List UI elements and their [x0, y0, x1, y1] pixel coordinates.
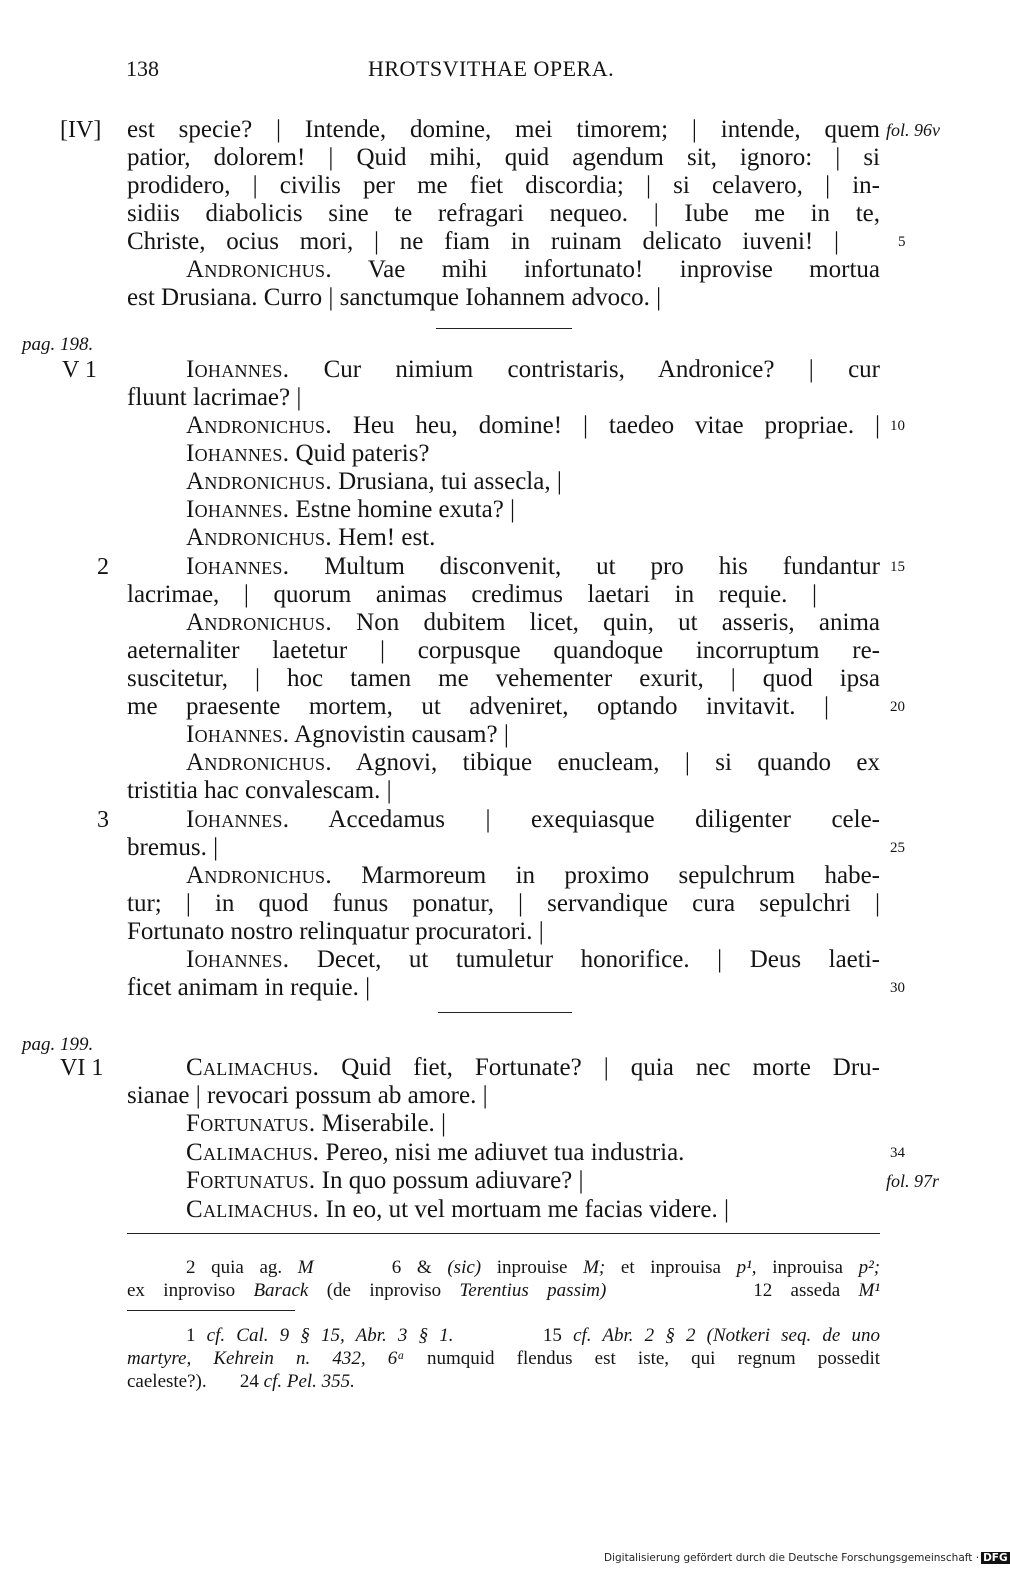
dfg-logo: DFG	[983, 1552, 1008, 1564]
speaker-name: Fortunatus.	[186, 1110, 316, 1137]
speaker-name: Calimachus.	[186, 1054, 320, 1081]
section-marker-v2: 2	[97, 554, 109, 580]
note-line: caeleste?). 24 cf. Pel. 355.	[127, 1371, 355, 1392]
line-number: 10	[890, 418, 905, 434]
speaker-name: Andronichus.	[186, 862, 332, 889]
text-line: Fortunato nostro relinquatur procuratori. |	[127, 918, 544, 945]
speaker-name: Iohannes.	[186, 356, 290, 383]
speaker-name: Iohannes.	[186, 553, 290, 580]
line-number: 20	[890, 699, 905, 715]
text-line: Iohannes. Agnovistin causam? |	[186, 721, 509, 748]
text-line: Andronichus. Heu heu, domine! | taedeo vitae propriae. |	[186, 412, 881, 439]
section-marker-iv: [IV]	[60, 117, 102, 143]
speaker-name: Andronichus.	[186, 412, 332, 439]
line-number: 5	[898, 234, 906, 250]
note-line: martyre, Kehrein n. 432, 6ᵃ numquid flendus est iste, qui regnum possedit	[127, 1348, 881, 1369]
text-line: Andronichus. Marmoreum in proximo sepulchrum habe-	[186, 862, 880, 889]
text-line: Calimachus. Pereo, nisi me adiuvet tua industria.	[186, 1139, 685, 1166]
running-head	[126, 56, 880, 86]
scene-divider	[436, 328, 572, 329]
text-line: Andronichus. Vae mihi infortunato! inprovise mortua	[186, 256, 880, 283]
speaker-name: Iohannes.	[186, 440, 290, 467]
text-line: Iohannes. Accedamus | exequiasque diligenter cele-	[186, 806, 880, 833]
text-line: me praesente mortem, ut adveniret, optando invitavit. |	[127, 693, 829, 720]
speaker-name: Calimachus.	[186, 1139, 320, 1166]
text-line: Iohannes. Quid pateris?	[186, 440, 430, 467]
text-line: ficet animam in requie. |	[127, 974, 371, 1001]
speaker-name: Iohannes.	[186, 946, 290, 973]
text-line: Christe, ocius mori, | ne fiam in ruinam delicato iuveni! |	[127, 228, 839, 255]
text-line: suscitetur, | hoc tamen me vehementer exurit, | quod ipsa	[127, 665, 880, 692]
text-line: Fortunatus. In quo possum adiuvare? |	[186, 1167, 584, 1194]
text-line: Andronichus. Non dubitem licet, quin, ut asseris, anima	[186, 609, 880, 636]
text-line: sianae | revocari possum ab amore. |	[127, 1082, 488, 1109]
line-number: 30	[890, 980, 905, 996]
page-reference: pag. 198.	[22, 334, 94, 355]
line-number: 25	[890, 840, 905, 856]
text-line: bremus. |	[127, 834, 219, 861]
apparatus-rule	[127, 1233, 880, 1234]
text-line: Iohannes. Cur nimium contristaris, Andronice? | cur	[186, 356, 881, 383]
line-number: 15	[890, 559, 905, 575]
note-line: 1 cf. Cal. 9 § 15, Abr. 3 § 1. 15 cf. Abr. 2 § 2 (Notkeri seq. de uno	[186, 1325, 881, 1346]
notes-rule	[127, 1310, 295, 1311]
speaker-name: Fortunatus.	[186, 1167, 316, 1194]
text-line: Iohannes. Decet, ut tumuletur honorifice. | Deus laeti-	[186, 946, 880, 973]
text-line: aeternaliter laetetur | corpusque quandoque incorruptum re-	[127, 637, 880, 664]
text-line: Andronichus. Drusiana, tui assecla, |	[186, 468, 562, 495]
line-number: 34	[890, 1145, 905, 1161]
speaker-name: Andronichus.	[186, 468, 332, 495]
text-line: tristitia hac convalescam. |	[127, 777, 392, 804]
section-marker-vi: VI 1	[60, 1055, 104, 1081]
text-line: sidiis diabolicis sine te refragari nequeo. | Iube me in te,	[127, 200, 880, 227]
speaker-name: Calimachus.	[186, 1196, 320, 1223]
speaker-name: Iohannes.	[186, 496, 290, 523]
speaker-name: Andronichus.	[186, 749, 332, 776]
apparatus-line: 2 quia ag. M 6 & (sic) inprouise M; et inprouisa p¹, inprouisa p²;	[186, 1257, 881, 1278]
text-line: lacrimae, | quorum animas credimus laetari in requie. |	[127, 581, 817, 608]
page-reference: pag. 199.	[22, 1034, 94, 1055]
apparatus-line: ex inproviso Barack (de inproviso Terentius passim) 12 asseda M¹	[127, 1280, 881, 1301]
text-line: Andronichus. Agnovi, tibique enucleam, | si quando ex	[186, 749, 880, 776]
section-marker-v3: 3	[97, 807, 109, 833]
text-line: Calimachus. In eo, ut vel mortuam me facias videre. |	[186, 1196, 729, 1223]
text-line: patior, dolorem! | Quid mihi, quid agendum sit, ignoro: | si	[127, 144, 880, 171]
text-line: est Drusiana. Curro | sanctumque Iohannem advoco. |	[127, 284, 662, 311]
text-line: Fortunatus. Miserabile. |	[186, 1110, 447, 1137]
speaker-name: Andronichus.	[186, 256, 332, 283]
speaker-name: Andronichus.	[186, 609, 332, 636]
text-line: Calimachus. Quid fiet, Fortunate? | quia nec morte Dru-	[186, 1054, 881, 1081]
running-title: HROTSVITHAE OPERA.	[368, 56, 615, 81]
text-line: Iohannes. Estne homine exuta? |	[186, 496, 516, 523]
text-line: fluunt lacrimae? |	[127, 384, 302, 411]
section-marker-v: V 1	[62, 357, 97, 383]
scene-divider	[438, 1012, 572, 1013]
text-line: Iohannes. Multum disconvenit, ut pro his fundantur	[186, 553, 880, 580]
folio-marker-96v: fol. 96v	[886, 120, 940, 140]
speaker-name: Andronichus.	[186, 524, 332, 551]
page-number: 138	[126, 56, 159, 81]
speaker-name: Iohannes.	[186, 806, 290, 833]
text-line: prodidero, | civilis per me fiet discordia; | si celavero, | in-	[127, 172, 880, 199]
folio-marker-97r: fol. 97r	[886, 1171, 940, 1191]
speaker-name: Iohannes.	[186, 721, 290, 748]
text-line: tur; | in quod funus ponatur, | servandique cura sepulchri |	[127, 890, 880, 917]
text-line: est specie? | Intende, domine, mei timorem; | intende, quem	[127, 116, 880, 143]
text-line: Andronichus. Hem! est.	[186, 524, 436, 551]
digitization-credit: Digitalisierung gefördert durch die Deutsche Forschungsgemeinschaft · DFG	[604, 1552, 1008, 1564]
